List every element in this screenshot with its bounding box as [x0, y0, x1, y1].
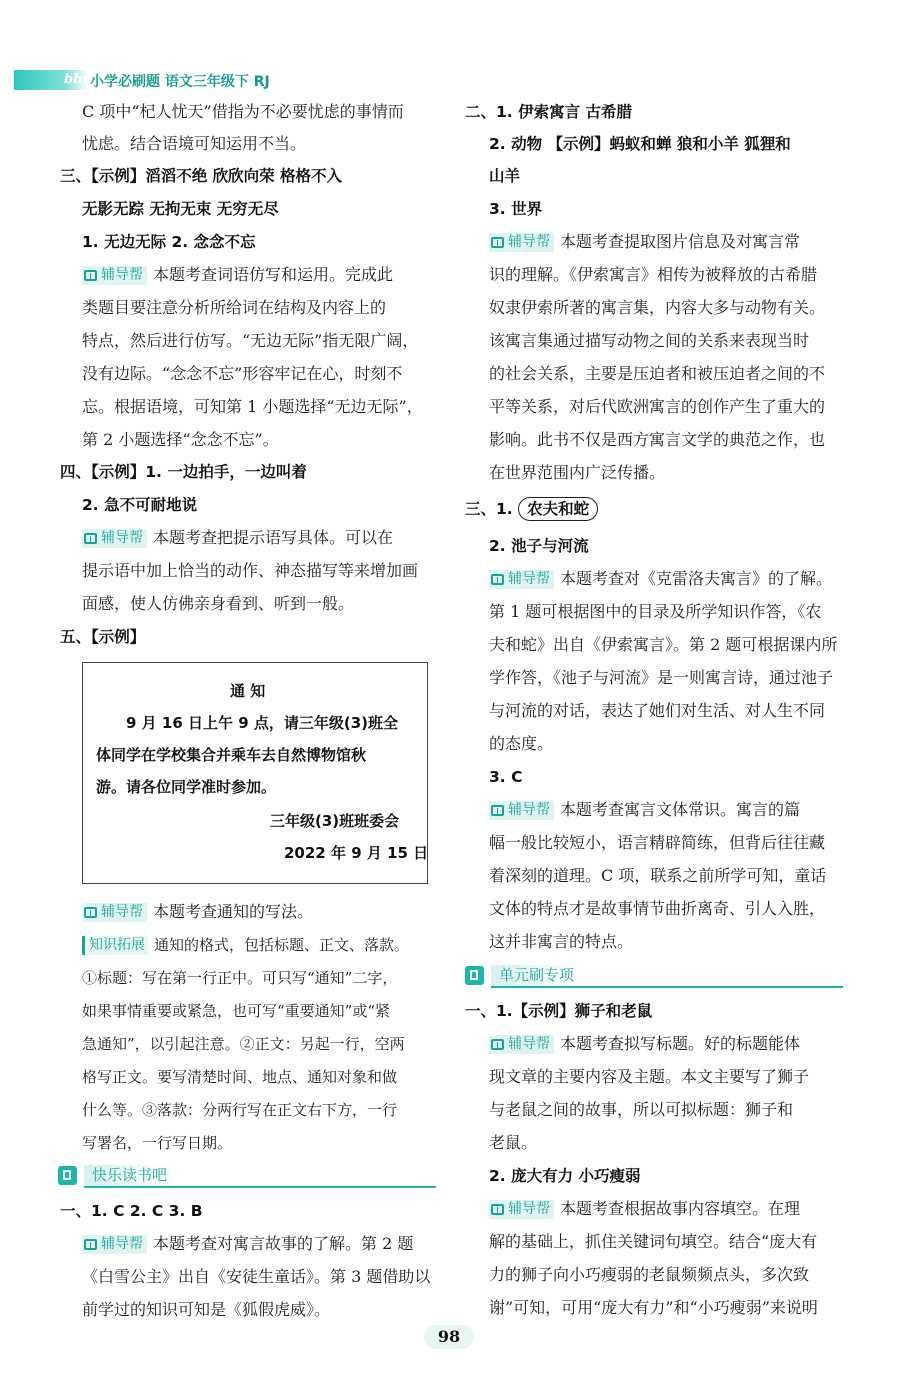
- text-line: 的社会关系，主要是压迫者和被压迫者之间的不: [489, 364, 826, 383]
- book-icon: [58, 1166, 77, 1185]
- text-line: 类题目要注意分析所给词在结构及内容上的: [82, 298, 387, 317]
- notice-body: 9 月 16 日上午 9 点，请三年级(3)班全: [126, 714, 399, 732]
- text: 本题考查对寓言故事的了解。第 2 题: [153, 1234, 414, 1253]
- explanation-line: [82, 259, 393, 291]
- fudao-tag: [82, 1235, 147, 1254]
- notice-body: 游。请各位同学准时参加。: [96, 778, 277, 796]
- text-line: 夫和蛇》出自《伊索寓言》。第 2 题可根据课内所: [489, 635, 838, 654]
- text: 本题考查根据故事内容填空。在理: [560, 1199, 801, 1218]
- section-header-reading: [58, 1165, 436, 1187]
- text-line: 提示语中加上恰当的动作、神态描写等来增加画: [82, 561, 419, 580]
- notice-signature: 三年级(3)班班委会: [270, 812, 400, 830]
- text-line: 的态度。: [489, 734, 554, 753]
- text: 本题考查寓言文体常识。寓言的篇: [560, 800, 801, 819]
- book-icon: [491, 574, 504, 585]
- text-line: 面感，使人仿佛亲身看到、听到一般。: [82, 594, 355, 613]
- text-line: 与河流的对话，表达了她们对生活、对人生不同: [489, 701, 826, 720]
- text-line: 第 1 题可根据图中的目录及所学知识作答，《农: [489, 602, 822, 621]
- zhishi-tag: 知识拓展: [82, 936, 148, 955]
- text-line: 老鼠。: [489, 1133, 538, 1152]
- fudao-tag: [489, 1200, 554, 1219]
- book-icon: [491, 237, 504, 248]
- book-icon: [491, 1039, 504, 1050]
- book-icon: [84, 270, 97, 281]
- tag-label: 辅导帮: [508, 802, 550, 818]
- book-icon: [491, 1204, 504, 1215]
- explanation-line: [489, 563, 832, 595]
- fudao-tag: [82, 529, 147, 548]
- explanation-line: [82, 1228, 413, 1260]
- fudao-tag: [489, 1035, 554, 1054]
- text-line: 特点，然后进行仿写。“无边无际”指无限广阔，: [82, 331, 419, 350]
- text-line: 没有边际。“念念不忘”形容牢记在心，时刻不: [82, 364, 403, 383]
- text-line: 解的基础上，抓住关键词句填空。结合“庞大有: [489, 1232, 818, 1251]
- text-line: 着深刻的道理。C 项，联系之前所学可知，童话: [489, 866, 827, 885]
- fudao-tag: [489, 801, 554, 820]
- fudao-tag: [489, 570, 554, 589]
- text-line: 现文章的主要内容及主题。本文主要写了狮子: [489, 1067, 810, 1086]
- text-line: 影响。此书不仅是西方寓言文学的典范之作，也: [489, 430, 826, 449]
- text-line: ①标题：写在第一行正中。可只写“通知”二字，: [82, 969, 398, 987]
- text-line: 幅一般比较短小，语言精辟简练，但背后往往藏: [489, 833, 826, 852]
- explanation-line: [82, 896, 313, 928]
- section-rule: [491, 986, 843, 988]
- answer-line: 五、【示例】: [60, 628, 146, 646]
- text: 本题考查通知的写法。: [153, 902, 314, 921]
- page-header: [14, 70, 434, 92]
- answer-line: 一、1.【示例】狮子和老鼠: [465, 1002, 653, 1020]
- answer-line: 二、1. 伊索寓言 古希腊: [465, 103, 632, 121]
- text-line: 急通知”，以引起注意。②正文：另起一行，空两: [82, 1035, 405, 1053]
- tag-label: 辅导帮: [101, 267, 143, 283]
- answer-line: [465, 493, 598, 525]
- fudao-tag: [489, 233, 554, 252]
- answer-line: 山羊: [489, 167, 521, 185]
- text-line: 写署名，一行写日期。: [82, 1134, 233, 1152]
- circled-answer: 农夫和蛇: [518, 497, 598, 521]
- text-line: 该寓言集通过描写动物之间的关系来表现当时: [489, 331, 810, 350]
- book-icon: [491, 805, 504, 816]
- text: 本题考查拟写标题。好的标题能体: [560, 1034, 801, 1053]
- text-line: 奴隶伊索所著的寓言集，内容大多与动物有关。: [489, 298, 826, 317]
- answer-line: 2. 动物 【示例】蚂蚁和蝉 狼和小羊 狐狸和: [489, 135, 791, 153]
- book-icon: [84, 1239, 97, 1250]
- section-title: 快乐读书吧: [84, 1165, 175, 1186]
- tag-label: 辅导帮: [508, 571, 550, 587]
- book-icon: [84, 907, 97, 918]
- tag-label: 辅导帮: [101, 530, 143, 546]
- answer-line: 四、【示例】1. 一边拍手，一边叫着: [60, 463, 307, 481]
- answer-line: 2. 庞大有力 小巧瘦弱: [489, 1167, 641, 1185]
- answer-line: 一、1. C 2. C 3. B: [60, 1202, 203, 1220]
- notice-body: 体同学在学校集合并乘车去自然博物馆秋: [96, 746, 367, 764]
- text: 本题考查词语仿写和运用。完成此: [153, 265, 394, 284]
- text-line: 如果事情重要或紧急，也可写“重要通知”或“紧: [82, 1002, 391, 1020]
- answer-line: 3. 世界: [489, 200, 543, 218]
- answer-line: 2. 急不可耐地说: [82, 496, 198, 514]
- brand-logo: [14, 70, 88, 90]
- book-icon: [84, 533, 97, 544]
- tag-label: 辅导帮: [101, 904, 143, 920]
- knowledge-line: [82, 929, 409, 961]
- text: 本题考查把提示语写具体。可以在: [153, 528, 394, 547]
- answer-line: 无影无踪 无拘无束 无穷无尽: [82, 200, 279, 218]
- text: 本题考查提取图片信息及对寓言常: [560, 232, 801, 251]
- text-line: 谢”可知，可用“庞大有力”和“小巧瘦弱”来说明: [489, 1298, 818, 1317]
- text-line: 第 2 小题选择“念念不忘”。: [82, 430, 279, 449]
- section-header-unit: [465, 965, 843, 987]
- text-line: C 项中“杞人忧天”借指为不必要忧虑的事情而: [82, 102, 404, 121]
- text-line: 忧虑。结合语境可知运用不当。: [82, 134, 307, 153]
- answer-line: 1. 无边无际 2. 念念不忘: [82, 233, 256, 251]
- explanation-line: [489, 1028, 800, 1060]
- explanation-line: [82, 522, 393, 554]
- text-line: 力的狮子向小巧瘦弱的老鼠频频点头，多次致: [489, 1265, 810, 1284]
- tag-label: 辅导帮: [101, 1236, 143, 1252]
- text-line: 在世界范围内广泛传播。: [489, 463, 666, 482]
- book-icon: [465, 966, 484, 985]
- page-number: 98: [424, 1325, 474, 1349]
- notice-date: 2022 年 9 月 15 日: [284, 844, 429, 862]
- text-line: 前学过的知识可知是《狐假虎威》。: [82, 1300, 331, 1319]
- notice-title: 通 知: [230, 682, 266, 700]
- answer-line: 3. C: [489, 768, 523, 786]
- text-line: 忘。根据语境，可知第 1 小题选择“无边无际”，: [82, 397, 423, 416]
- text-line: 《白雪公主》出自《安徒生童话》。第 3 题借助以: [82, 1267, 431, 1286]
- text-line: 文体的特点才是故事情节曲折离奇、引人入胜，: [489, 899, 826, 918]
- answer-line: 三、【示例】滔滔不绝 欣欣向荣 格格不入: [60, 167, 343, 185]
- explanation-line: [489, 226, 800, 258]
- explanation-line: [489, 794, 800, 826]
- text-line: 识的理解。《伊索寓言》相传为被释放的古希腊: [489, 265, 818, 284]
- text: 本题考查对《克雷洛夫寓言》的了解。: [560, 569, 833, 588]
- tag-label: 辅导帮: [508, 234, 550, 250]
- header-title: 小学必刷题 语文三年级下 RJ: [90, 74, 270, 90]
- tag-label: 辅导帮: [508, 1036, 550, 1052]
- explanation-line: [489, 1193, 800, 1225]
- answer-line: 2. 池子与河流: [489, 537, 589, 555]
- tag-label: 辅导帮: [508, 1201, 550, 1217]
- text-line: 学作答，《池子与河流》是一则寓言诗，通过池子: [489, 668, 834, 687]
- text-line: 什么等。③落款：分两行写在正文右下方，一行: [82, 1101, 398, 1119]
- section-title: 单元刷专项: [491, 965, 582, 986]
- text-line: 格写正文。要写清楚时间、地点、通知对象和做: [82, 1068, 398, 1086]
- fudao-tag: [82, 903, 147, 922]
- section-rule: [84, 1186, 436, 1188]
- text-line: 平等关系，对后代欧洲寓言的创作产生了重大的: [489, 397, 826, 416]
- text-line: 与老鼠之间的故事，所以可拟标题：狮子和: [489, 1100, 794, 1119]
- logo-mark: bhr: [64, 72, 90, 87]
- text-line: 这并非寓言的特点。: [489, 932, 634, 951]
- item-prefix: 三、1.: [465, 500, 513, 518]
- fudao-tag: [82, 266, 147, 285]
- text: 通知的格式，包括标题、正文、落款。: [154, 936, 410, 954]
